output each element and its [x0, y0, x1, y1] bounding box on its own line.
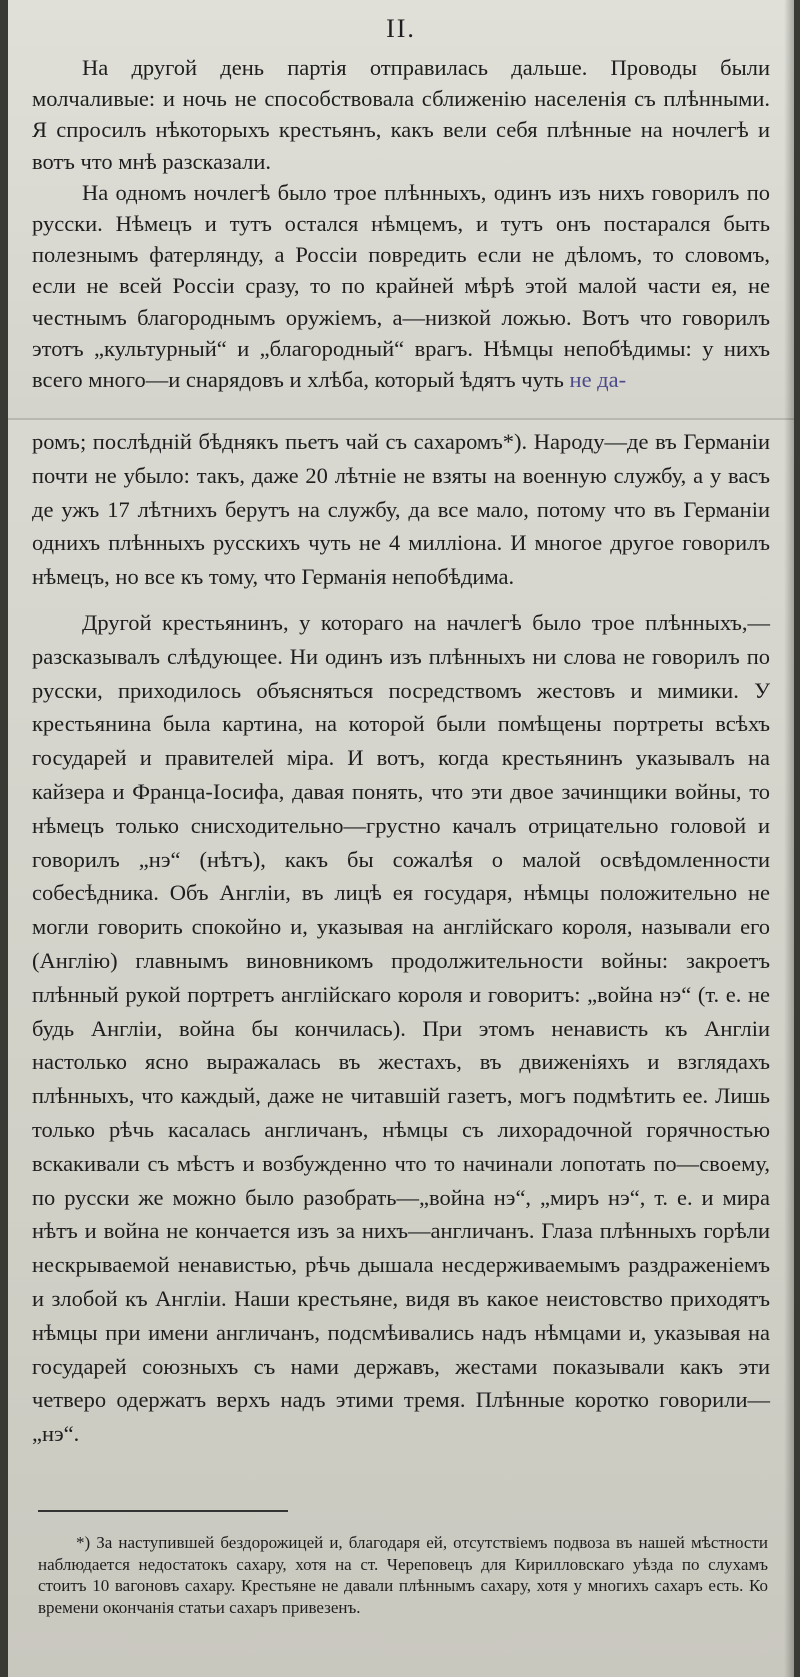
paragraph-2-text: На одномъ ночлегѣ было трое плѣнныхъ, одинъ изъ нихъ говорилъ по русски. Нѣмецъ и тутъ остался нѣмцемъ, и тутъ онъ постарался быть полезнымъ фатерлянду, а Россіи повредить если не дѣломъ, то словомъ, если не всей Россіи сразу, то по крайней мѣрѣ этой малой части ея, не честнымъ благороднымъ оружіемъ, а—низкой ложью. Вотъ что говорилъ этотъ „культурный“ и „благородный“ врагъ. Нѣмцы непобѣдимы: у нихъ всего много—и снарядовъ и хлѣба, который ѣдятъ чуть [32, 179, 770, 393]
handwritten-correction: не да- [569, 367, 627, 393]
footnote [38, 1532, 768, 1618]
paragraph-2 [32, 177, 770, 395]
document-page [8, 0, 794, 1677]
paragraph-3: ромъ; послѣдній бѣднякъ пьетъ чай съ сахаромъ*). Народу—де въ Германіи почти не убыло: такъ, даже 20 лѣтніе не взяты на военную службу, а у васъ де ужъ 17 лѣтнихъ берутъ на службу, да все мало, потому что въ Германіи однихъ плѣнныхъ русскихъ чуть не 4 милліона. И многое другое говорилъ нѣмецъ, но все къ тому, что Германія непобѣдима. [32, 429, 770, 590]
upper-text-block [32, 52, 770, 395]
paragraph-1: На другой день партія отправилась дальше. Проводы были молчаливые: и ночь не способствовала сближенію населенія съ плѣнными. Я спросилъ нѣкоторыхъ крестьянъ, какъ вели себя плѣнные на ночлегѣ и вотъ что мнѣ разсказали. [32, 55, 770, 174]
paragraph-4: Другой крестьянинъ, у котораго на начлегѣ было трое плѣнныхъ,—разсказывалъ слѣдующее. Ни одинъ изъ плѣнныхъ ни слова не говорилъ по русски, приходилось объясняться посредствомъ жестовъ и мимики. У крестьянина была картина, на которой были помѣщены портреты всѣхъ государей и правителей міра. И вотъ, когда крестьянинъ указывалъ на кайзера и Франца-Іосифа, давая понять, что эти двое зачинщики войны, то нѣмецъ только снисходительно—грустно качалъ отрицательно головой и говорилъ „нэ“ (нѣтъ), какъ бы сожалѣя о малой освѣдомленности собесѣдника. Объ Англіи, въ лицѣ ея государя, нѣмцы положительно не могли говорить спокойно и, указывая на англійскаго короля, называли его (Англію) главнымъ виновникомъ продолжительности войны: закроетъ плѣнный рукой портретъ англійскаго короля и говоритъ: „война нэ“ (т. е. не будь Англіи, война бы кончилась). При этомъ ненависть къ Англіи настолько ясно выражалась въ жестахъ, въ движеніяхъ и взглядахъ плѣнныхъ, что каждый, даже не читавшій газетъ, могъ подмѣтить ее. Лишь только рѣчь касалась англичанъ, нѣмцы съ лихорадочной горячностью вскакивали съ мѣстъ и возбужденно что то начинали лопотать по—своему, по русски же можно было разобрать—„война нэ“, „миръ нэ“, т. е. и мира нѣтъ и война не кончается изъ за нихъ—англичанъ. Глаза плѣнныхъ горѣли нескрываемой ненавистью, рѣчь дышала несдерживаемымъ раздраженіемъ и злобой къ Англіи. Наши крестьяне, видя въ какое неистовство приходятъ нѣмцы при имени англичанъ, подсмѣивались надъ нѣмцами и, указывая на государей союзныхъ съ нами державъ, жестами показывали какъ эти четверо одержатъ верхъ надъ этими тремя. Плѣнные коротко говорили—„нэ“. [32, 609, 770, 1447]
footnote-text: *) За наступившей бездорожицей и, благодаря ей, отсутствіемъ подвоза въ нашей мѣстности наблюдается недостатокъ сахару, хотя на ст. Череповецъ для Кирилловскаго уѣзда по слухамъ стоитъ 10 вагоновъ сахару. Крестьяне не давали плѣннымъ сахару, хотя у многихъ сахаръ есть. Ко времени окончанія статьи сахаръ привезенъ. [38, 1533, 768, 1617]
lower-text-block [32, 425, 770, 1451]
footnote-rule [38, 1510, 288, 1512]
section-heading: II. [386, 14, 416, 43]
page-edge-shadow [784, 0, 794, 1677]
